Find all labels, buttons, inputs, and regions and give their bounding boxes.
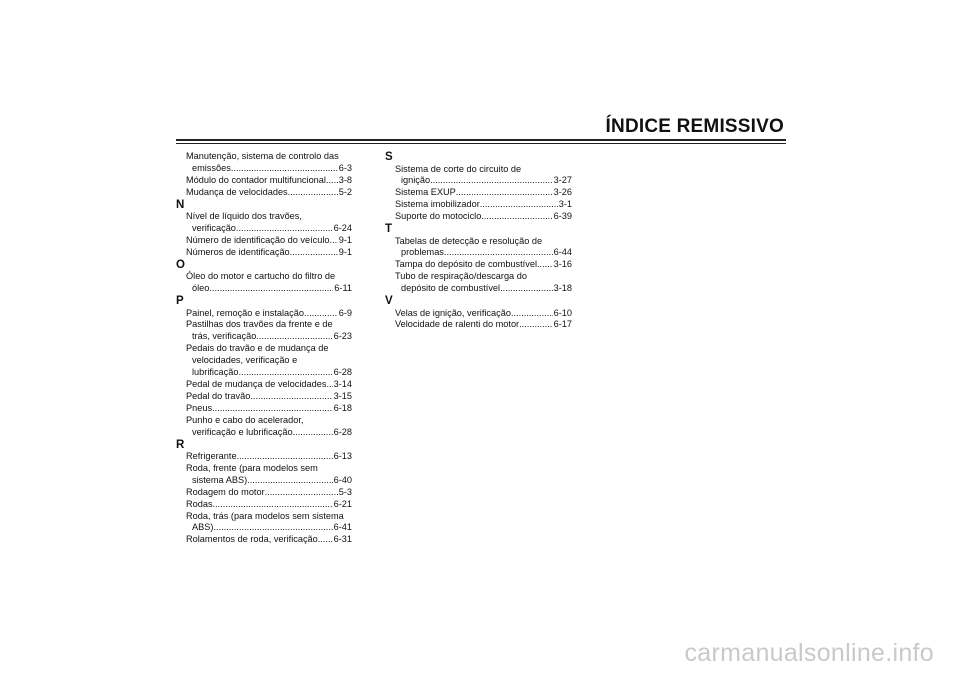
index-entry-line	[186, 175, 352, 187]
index-entry-line	[395, 247, 572, 259]
dot-leader	[293, 427, 333, 439]
index-entry-line	[395, 164, 572, 176]
index-entry-line	[395, 308, 572, 320]
index-column-right	[385, 151, 572, 331]
index-entry-line	[395, 211, 572, 223]
index-entry-line	[186, 427, 352, 439]
index-entry-page: 6-23	[333, 331, 352, 342]
index-entry-page: 6-41	[333, 522, 352, 533]
index-entry-text: Refrigerante	[186, 451, 237, 462]
page-title: ÍNDICE REMISSIVO	[605, 116, 784, 137]
index-entry-line	[186, 534, 352, 546]
index-entry-text: trás, verificação	[192, 331, 257, 342]
index-entry-line	[186, 522, 352, 534]
index-entry	[176, 235, 352, 247]
index-entry-text: Tampa do depósito de combustível	[395, 259, 537, 270]
dot-leader	[430, 175, 552, 187]
index-entry-text: Óleo do motor e cartucho do filtro de	[186, 271, 336, 282]
dot-leader	[304, 308, 338, 320]
index-letter-heading: R	[176, 438, 185, 451]
index-entry-line	[186, 475, 352, 487]
index-entry-line	[186, 487, 352, 499]
index-entry-text: Manutenção, sistema de controlo das	[186, 151, 339, 161]
index-entry-line	[395, 187, 572, 199]
index-entry	[385, 308, 572, 320]
dot-leader	[444, 247, 553, 259]
index-letter-heading: P	[176, 295, 184, 308]
index-entry-text: Rodas	[186, 498, 213, 509]
index-entry-text: Painel, remoção e instalação	[186, 307, 304, 318]
index-entry-text: sistema ABS)	[192, 474, 248, 485]
dot-leader	[537, 259, 553, 271]
index-entry-line	[186, 343, 352, 355]
index-entry	[176, 403, 352, 415]
index-entry-text: depósito de combustível	[401, 283, 501, 294]
index-entry	[176, 151, 352, 175]
index-entry	[176, 343, 352, 379]
index-entry-line	[186, 187, 352, 199]
index-entry-page: 6-18	[333, 402, 352, 413]
index-entry-page: 9-1	[338, 234, 352, 245]
index-entry-page: 3-1	[558, 199, 572, 210]
index-entry-page: 6-31	[333, 534, 352, 545]
index-entry-line	[395, 271, 572, 283]
index-entry-text: Número de identificação do veículo	[186, 234, 330, 245]
index-entry	[176, 319, 352, 343]
index-entry	[176, 511, 352, 535]
index-entry-line	[186, 319, 352, 331]
index-entry-text: emissões	[192, 162, 231, 173]
index-entry	[176, 487, 352, 499]
index-entry-text: Roda, trás (para modelos sem sistema	[186, 510, 344, 521]
dot-leader	[288, 187, 338, 199]
index-entry-page: 6-21	[333, 498, 352, 509]
index-entry-text: óleo	[192, 283, 210, 294]
dot-leader	[212, 403, 333, 415]
index-entry-text: Velas de ignição, verificação	[395, 307, 511, 318]
dot-leader	[247, 475, 332, 487]
index-entry-text: Nível de líquido dos travões,	[186, 211, 302, 222]
index-entry-line	[395, 199, 572, 211]
index-entry-text: Pedais do travão e de mudança de	[186, 343, 329, 354]
index-entry-line	[186, 247, 352, 259]
dot-leader	[290, 247, 338, 259]
index-letter-heading: S	[385, 151, 393, 163]
index-entry-page: 6-3	[338, 162, 352, 173]
index-entry-text: Tabelas de detecção e resolução de	[395, 235, 543, 246]
index-entry-text: Pedal do travão	[186, 390, 251, 401]
index-entry	[385, 187, 572, 199]
index-entry-line	[186, 163, 352, 175]
index-entry	[176, 187, 352, 199]
header-rule	[176, 139, 786, 144]
index-entry	[176, 247, 352, 259]
index-entry-line	[186, 499, 352, 511]
index-entry-text: Módulo do contador multifuncional	[186, 174, 326, 185]
index-entry-page: 6-10	[553, 307, 572, 318]
index-entry-page: 3-14	[333, 379, 352, 389]
index-entry-line	[186, 463, 352, 475]
index-entry-line	[186, 151, 352, 163]
index-entry	[176, 534, 352, 546]
index-letter-heading: T	[385, 223, 393, 236]
dot-leader	[265, 487, 338, 499]
index-entry	[176, 175, 352, 187]
index-entry	[176, 415, 352, 439]
index-entry-line	[186, 211, 352, 223]
index-entry	[385, 259, 572, 271]
index-entry-line	[395, 319, 572, 331]
index-entry-page: 3-8	[338, 174, 352, 185]
index-entry-page: 3-26	[553, 187, 572, 198]
index-entry-page: 5-2	[338, 186, 352, 197]
index-entry-page: 3-27	[553, 175, 572, 186]
index-entry	[385, 164, 572, 188]
index-entry-text: Mudança de velocidades	[186, 186, 288, 197]
index-entry-text: Pedal de mudança de velocidades	[186, 379, 327, 389]
dot-leader	[250, 391, 332, 403]
index-entry-page: 6-44	[553, 247, 572, 258]
index-entry-line	[186, 511, 352, 523]
dot-leader	[519, 319, 552, 331]
index-entry	[176, 391, 352, 403]
index-entry-text: Sistema EXUP	[395, 187, 456, 198]
index-entry-line	[186, 403, 352, 415]
index-entry-line	[186, 367, 352, 379]
index-entry-line	[395, 259, 572, 271]
dot-leader	[456, 187, 553, 199]
index-entry-text: verificação e lubrificação	[192, 426, 293, 437]
index-entry-page: 6-9	[338, 307, 352, 318]
index-entry-text: Pneus	[186, 402, 213, 413]
index-entry-page: 5-3	[338, 486, 352, 497]
index-entry-page: 9-1	[338, 246, 352, 257]
index-entry-text: Tubo de respiração/descarga do	[395, 271, 527, 282]
index-entry-text: ABS)	[192, 522, 214, 533]
index-entry-text: Suporte do motociclo	[395, 211, 482, 222]
index-entry	[176, 451, 352, 463]
index-entry-line	[395, 236, 572, 248]
index-entry-text: lubrificação	[192, 367, 239, 378]
dot-leader	[209, 283, 333, 295]
index-entry	[176, 271, 352, 295]
index-entry-text: Rodagem do motor	[186, 486, 265, 497]
index-entry	[176, 211, 352, 235]
dot-leader	[500, 283, 553, 295]
index-entry-text: verificação	[192, 223, 236, 234]
index-entry-page: 6-17	[553, 319, 572, 330]
index-entry-line	[186, 355, 352, 367]
index-entry-page: 6-39	[553, 211, 572, 222]
index-entry-text: Roda, frente (para modelos sem	[186, 462, 318, 473]
index-entry	[176, 379, 352, 391]
dot-leader	[231, 163, 338, 175]
dot-leader	[318, 534, 333, 546]
dot-leader	[480, 199, 558, 211]
index-entry-line	[186, 283, 352, 295]
index-entry-line	[395, 283, 572, 295]
index-entry-line	[186, 379, 352, 391]
index-column-left	[176, 151, 352, 546]
index-entry-line	[395, 175, 572, 187]
index-entry-text: Rolamentos de roda, verificação	[186, 534, 318, 545]
index-entry-page: 6-28	[333, 367, 352, 378]
index-entry-text: Números de identificação	[186, 246, 290, 257]
dot-leader	[238, 367, 332, 379]
index-entry-text: problemas	[401, 247, 444, 258]
index-entry-line	[186, 271, 352, 283]
index-entry-line	[186, 308, 352, 320]
dot-leader	[213, 522, 332, 534]
dot-leader	[256, 331, 332, 343]
index-entry-line	[186, 235, 352, 247]
index-entry	[385, 319, 572, 331]
index-entry-text: velocidades, verificação e	[192, 355, 298, 366]
dot-leader	[236, 223, 333, 235]
index-entry-text: ignição	[401, 175, 431, 186]
index-entry	[385, 211, 572, 223]
index-entry	[385, 271, 572, 295]
index-entry-page: 3-18	[553, 283, 572, 294]
index-entry-text: Punho e cabo do acelerador,	[186, 414, 304, 425]
watermark: carmanualsonline.info	[684, 639, 934, 667]
index-entry-page: 6-24	[333, 223, 352, 234]
index-entry-text: Velocidade de ralenti do motor	[395, 319, 520, 330]
dot-leader	[511, 308, 553, 320]
index-letter-heading: N	[176, 198, 185, 211]
index-entry-page: 6-11	[334, 283, 352, 294]
index-entry-page: 6-28	[333, 426, 352, 437]
index-entry-text: Pastilhas dos travões da frente e de	[186, 319, 333, 330]
index-letter-heading: V	[385, 295, 393, 308]
index-entry	[176, 308, 352, 320]
index-entry-page: 6-13	[333, 451, 352, 462]
index-letter-heading: O	[176, 258, 185, 271]
dot-leader	[213, 499, 333, 511]
dot-leader	[481, 211, 552, 223]
index-entry	[176, 463, 352, 487]
index-entry-page: 3-15	[333, 390, 352, 401]
index-entry-text: Sistema imobilizador	[395, 199, 480, 210]
index-entry-line	[186, 451, 352, 463]
dot-leader	[237, 451, 333, 463]
index-entry-page: 6-40	[333, 474, 352, 485]
dot-leader	[326, 175, 338, 187]
index-entry-line	[186, 415, 352, 427]
index-entry	[176, 499, 352, 511]
dot-leader	[330, 235, 338, 247]
index-entry-line	[186, 331, 352, 343]
index-entry-page: 3-16	[553, 259, 572, 270]
index-entry-line	[186, 391, 352, 403]
index-entry	[385, 236, 572, 260]
index-entry-text: Sistema de corte do circuito de	[395, 163, 522, 174]
index-entry	[385, 199, 572, 211]
index-entry-line	[186, 223, 352, 235]
